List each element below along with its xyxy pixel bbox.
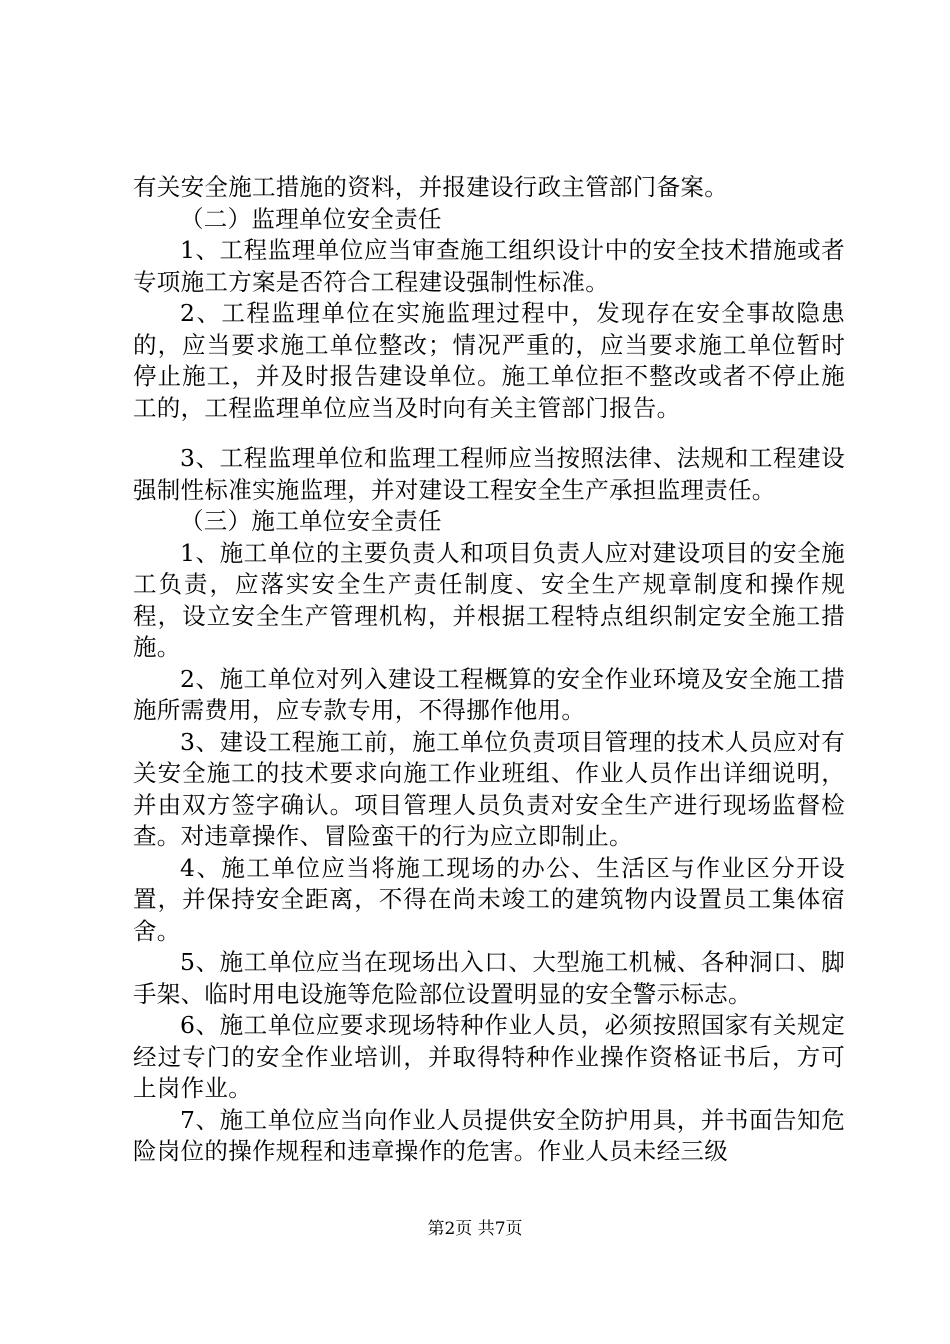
paragraph-construction-1: 1、施工单位的主要负责人和项目负责人应对建设项目的安全施工负责，应落实安全生产责任制度、安全生产规章制度和操作规程，设立安全生产管理机构，并根据工程特点组织制定安全施工措施。	[133, 538, 845, 661]
section-heading-construction: （三）施工单位安全责任	[180, 507, 442, 535]
paragraph-spacer	[133, 424, 845, 443]
paragraph-construction-3: 3、建设工程施工前，施工单位负责项目管理的技术人员应对有关安全施工的技术要求向施工作业班组、作业人员作出详细说明，并由双方签字确认。项目管理人员负责对安全生产进行现场监督检查。对违章操作、冒险蛮干的行为应立即制止。	[133, 727, 845, 850]
paragraph-construction-5: 5、施工单位应当在现场出入口、大型施工机械、各种洞口、脚手架、临时用电设施等危险部位设置明显的安全警示标志。	[133, 948, 845, 1008]
paragraph-construction-2: 2、施工单位对列入建设工程概算的安全作业环境及安全施工措施所需费用，应专款专用，不得挪作他用。	[133, 664, 845, 724]
paragraph-construction-7: 7、施工单位应当向作业人员提供安全防护用具，并书面告知危险岗位的操作规程和违章操作的危害。作业人员未经三级	[133, 1105, 845, 1165]
paragraph-construction-6: 6、施工单位应要求现场特种作业人员，必须按照国家有关规定经过专门的安全作业培训，并取得特种作业操作资格证书后，方可上岗作业。	[133, 1011, 845, 1102]
document-body	[133, 172, 845, 1168]
paragraph-supervision-2: 2、工程监理单位在实施监理过程中，发现存在安全事故隐患的，应当要求施工单位整改；情况严重的，应当要求施工单位暂时停止施工，并及时报告建设单位。施工单位拒不整改或者不停止施工的，工程监理单位应当及时向有关主管部门报告。	[133, 299, 845, 422]
paragraph-construction-4: 4、施工单位应当将施工现场的办公、生活区与作业区分开设置，并保持安全距离，不得在尚未竣工的建筑物内设置员工集体宿舍。	[133, 853, 845, 945]
section-heading-supervision: （二）监理单位安全责任	[180, 204, 442, 233]
paragraph-continuation: 有关安全施工措施的资料，并报建设行政主管部门备案。	[133, 173, 728, 201]
paragraph-supervision-3: 3、工程监理单位和监理工程师应当按照法律、法规和工程建设强制性标准实施监理，并对建设工程安全生产承担监理责任。	[133, 444, 845, 504]
page-number-footer: 第2页 共7页	[427, 1219, 523, 1239]
paragraph-supervision-1: 1、工程监理单位应当审查施工组织设计中的安全技术措施或者专项施工方案是否符合工程建设强制性标准。	[133, 236, 845, 296]
